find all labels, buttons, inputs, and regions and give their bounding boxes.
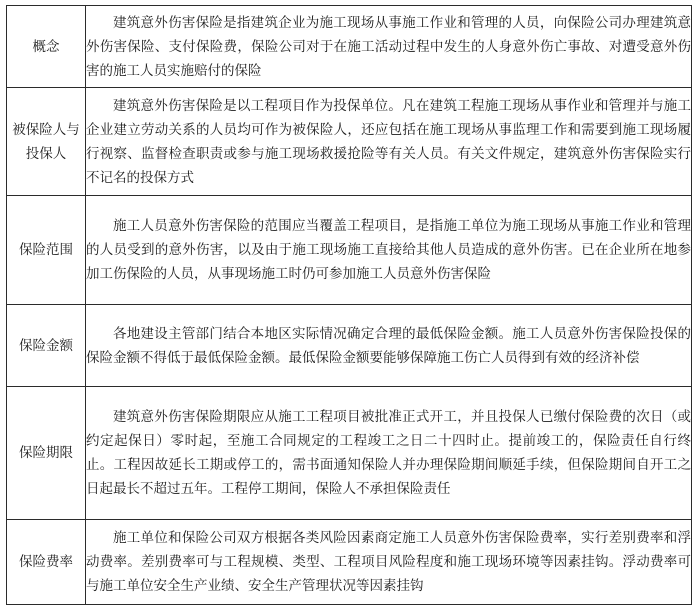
row-content-premium-rate: 施工单位和保险公司双方根据各类风险因素商定施工人员意外伤害保险费率，实行差别费率和浮动费率。差别费率可与工程规模、类型、工程项目风险程度和施工现场环境等因素挂钩。浮动费率可与施工单位安全生产业绩、安全生产管理状况等因素挂钩	[86, 520, 692, 605]
row-label-premium-rate: 保险费率	[7, 520, 86, 605]
row-content-insured-and-policyholder: 建筑意外伤害保险是以工程项目作为投保单位。凡在建筑工程施工现场从事作业和管理并与施工企业建立劳动关系的人员均可作为被保险人，还应包括在施工现场从事监理工作和需要到施工现场履行视察、监督检查职责或参与施工现场救援抢险等有关人员。有关文件规定，建筑意外伤害保险实行不记名的投保方式	[86, 88, 692, 196]
table-row	[7, 387, 692, 520]
row-label-concept: 概念	[7, 6, 86, 88]
row-content-coverage-scope: 施工人员意外伤害保险的范围应当覆盖工程项目，是指施工单位为施工现场从事施工作业和管理的人员受到的意外伤害，以及由于施工现场施工直接给其他人员造成的意外伤害。已在企业所在地参加工伤保险的人员，从事现场施工时仍可参加施工人员意外伤害保险	[86, 196, 692, 305]
document-sheet	[6, 5, 692, 605]
row-label-insurance-period: 保险期限	[7, 387, 86, 520]
row-content-insured-amount: 各地建设主管部门结合本地区实际情况确定合理的最低保险金额。施工人员意外伤害保险投保的保险金额不得低于最低保险金额。最低保险金额要能够保障施工伤亡人员得到有效的经济补偿	[86, 305, 692, 387]
row-content-insurance-period: 建筑意外伤害保险期限应从施工工程项目被批准正式开工，并且投保人已缴付保险费的次日（或约定起保日）零时起，至施工合同规定的工程竣工之日二十四时止。提前竣工的，保险责任自行终止。工程因故延长工期或停工的，需书面通知保险人并办理保险期间顺延手续，但保险期间自开工之日起最长不超过五年。工程停工期间，保险人不承担保险责任	[86, 387, 692, 520]
row-content-concept: 建筑意外伤害保险是指建筑企业为施工现场从事施工作业和管理的人员，向保险公司办理建筑意外伤害保险、支付保险费，保险公司对于在施工活动过程中发生的人身意外伤亡事故、对遭受意外伤害的施工人员实施赔付的保险	[86, 6, 692, 88]
row-label-insured-amount: 保险金额	[7, 305, 86, 387]
insurance-info-table	[6, 5, 692, 605]
table-row	[7, 520, 692, 605]
table-row	[7, 88, 692, 196]
table-row	[7, 6, 692, 88]
table-row	[7, 305, 692, 387]
row-label-insured-and-policyholder: 被保险人与投保人	[7, 88, 86, 196]
row-label-coverage-scope: 保险范围	[7, 196, 86, 305]
table-row	[7, 196, 692, 305]
